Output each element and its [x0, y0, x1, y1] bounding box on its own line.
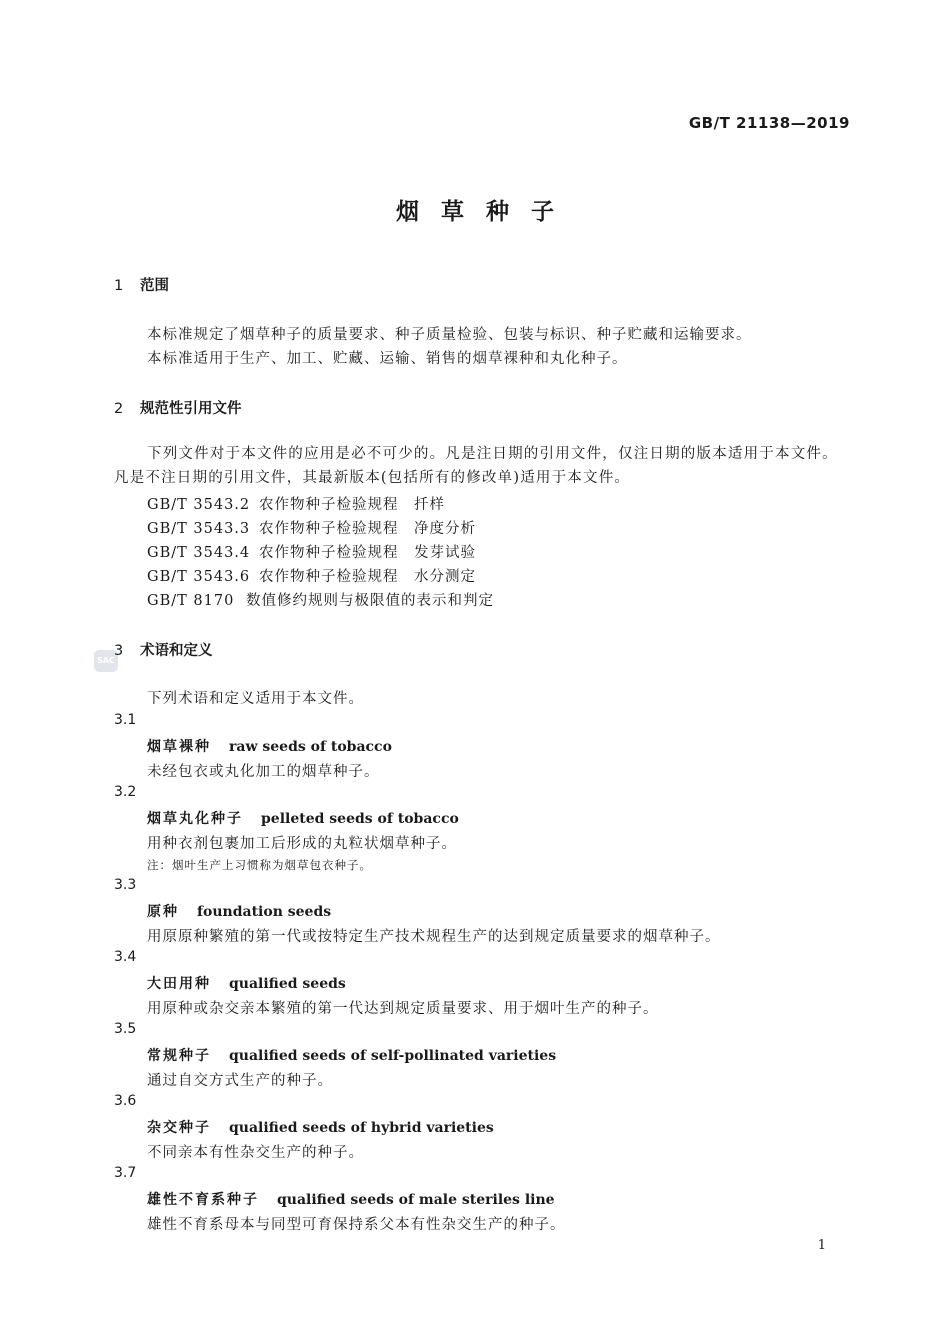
section-title: 范围 [140, 278, 169, 294]
term-definition: 用种衣剂包裹加工后形成的丸粒状烟草种子。 [147, 836, 457, 852]
reference-item [147, 541, 476, 562]
term-entry [147, 808, 459, 828]
term-chinese: 雄性不育系种子 [147, 1192, 259, 1208]
note-label: 注： [147, 858, 172, 872]
reference-item [147, 565, 476, 586]
reference-code: GB/T 8170 [147, 593, 235, 609]
term-number: 3.1 [114, 712, 137, 728]
section-number: 1 [114, 278, 124, 294]
reference-code: GB/T 3543.3 [147, 521, 251, 537]
section-number: 2 [114, 401, 124, 417]
terms-intro: 下列术语和定义适用于本文件。 [147, 691, 364, 707]
term-english: qualified seeds of self-pollinated varieties [229, 1048, 557, 1064]
term-english: raw seeds of tobacco [229, 739, 392, 755]
section-heading-terms [114, 639, 213, 660]
sac-watermark-logo: SAC [94, 650, 118, 672]
term-chinese: 大田用种 [147, 976, 211, 992]
term-number: 3.6 [114, 1093, 137, 1109]
section-title: 规范性引用文件 [140, 401, 242, 417]
reference-title: 农作物种子检验规程 净度分析 [259, 521, 476, 537]
term-english: pelleted seeds of tobacco [261, 811, 459, 827]
term-note [147, 857, 372, 873]
document-title: 烟草种子 [396, 198, 576, 225]
references-intro: 下列文件对于本文件的应用是必不可少的。凡是注日期的引用文件，仅注日期的版本适用于本文件。凡是不注日期的引用文件，其最新版本(包括所有的修改单)适用于本文件。 [114, 446, 838, 486]
term-entry [147, 1045, 556, 1065]
reference-code: GB/T 3543.4 [147, 545, 251, 561]
reference-title: 农作物种子检验规程 水分测定 [259, 569, 476, 585]
section-number: 3 [114, 643, 124, 659]
term-chinese: 常规种子 [147, 1048, 211, 1064]
term-definition: 不同亲本有性杂交生产的种子。 [147, 1145, 364, 1161]
term-english: qualified seeds of male steriles line [277, 1192, 555, 1208]
scope-paragraph: 本标准适用于生产、加工、贮藏、运输、销售的烟草裸种和丸化种子。 [147, 351, 628, 367]
term-entry [147, 1117, 494, 1137]
term-definition: 未经包衣或丸化加工的烟草种子。 [147, 764, 380, 780]
reference-code: GB/T 3543.6 [147, 569, 251, 585]
reference-item [147, 517, 476, 538]
reference-item [147, 493, 445, 514]
term-number: 3.4 [114, 949, 137, 965]
term-number: 3.7 [114, 1165, 137, 1181]
reference-title: 数值修约规则与极限值的表示和判定 [246, 593, 494, 609]
reference-item [147, 589, 494, 610]
term-chinese: 杂交种子 [147, 1120, 211, 1136]
term-entry [147, 901, 331, 921]
term-english: qualified seeds [229, 976, 346, 992]
reference-title: 农作物种子检验规程 扦样 [259, 497, 445, 513]
term-definition: 雄性不育系母本与同型可育保持系父本有性杂交生产的种子。 [147, 1217, 566, 1233]
section-heading-scope [114, 274, 169, 295]
term-english: foundation seeds [197, 904, 332, 920]
note-text: 烟叶生产上习惯称为烟草包衣种子。 [172, 858, 372, 872]
scope-paragraph: 本标准规定了烟草种子的质量要求、种子质量检验、包装与标识、种子贮藏和运输要求。 [147, 327, 752, 343]
term-definition: 用原种或杂交亲本繁殖的第一代达到规定质量要求、用于烟叶生产的种子。 [147, 1001, 659, 1017]
reference-title: 农作物种子检验规程 发芽试验 [259, 545, 476, 561]
standard-number: GB/T 21138—2019 [688, 114, 850, 132]
section-title: 术语和定义 [140, 643, 213, 659]
term-definition: 通过自交方式生产的种子。 [147, 1073, 333, 1089]
term-chinese: 烟草丸化种子 [147, 811, 243, 827]
term-chinese: 原种 [147, 904, 179, 920]
term-entry [147, 973, 346, 993]
term-entry [147, 736, 392, 756]
term-number: 3.2 [114, 784, 137, 800]
term-definition: 用原原种繁殖的第一代或按特定生产技术规程生产的达到规定质量要求的烟草种子。 [147, 929, 721, 945]
page-number: 1 [817, 1238, 826, 1253]
term-entry [147, 1189, 555, 1209]
term-chinese: 烟草裸种 [147, 739, 211, 755]
term-number: 3.3 [114, 877, 137, 893]
term-english: qualified seeds of hybrid varieties [229, 1120, 494, 1136]
section-heading-normative-references [114, 397, 242, 418]
term-number: 3.5 [114, 1021, 137, 1037]
reference-code: GB/T 3543.2 [147, 497, 251, 513]
